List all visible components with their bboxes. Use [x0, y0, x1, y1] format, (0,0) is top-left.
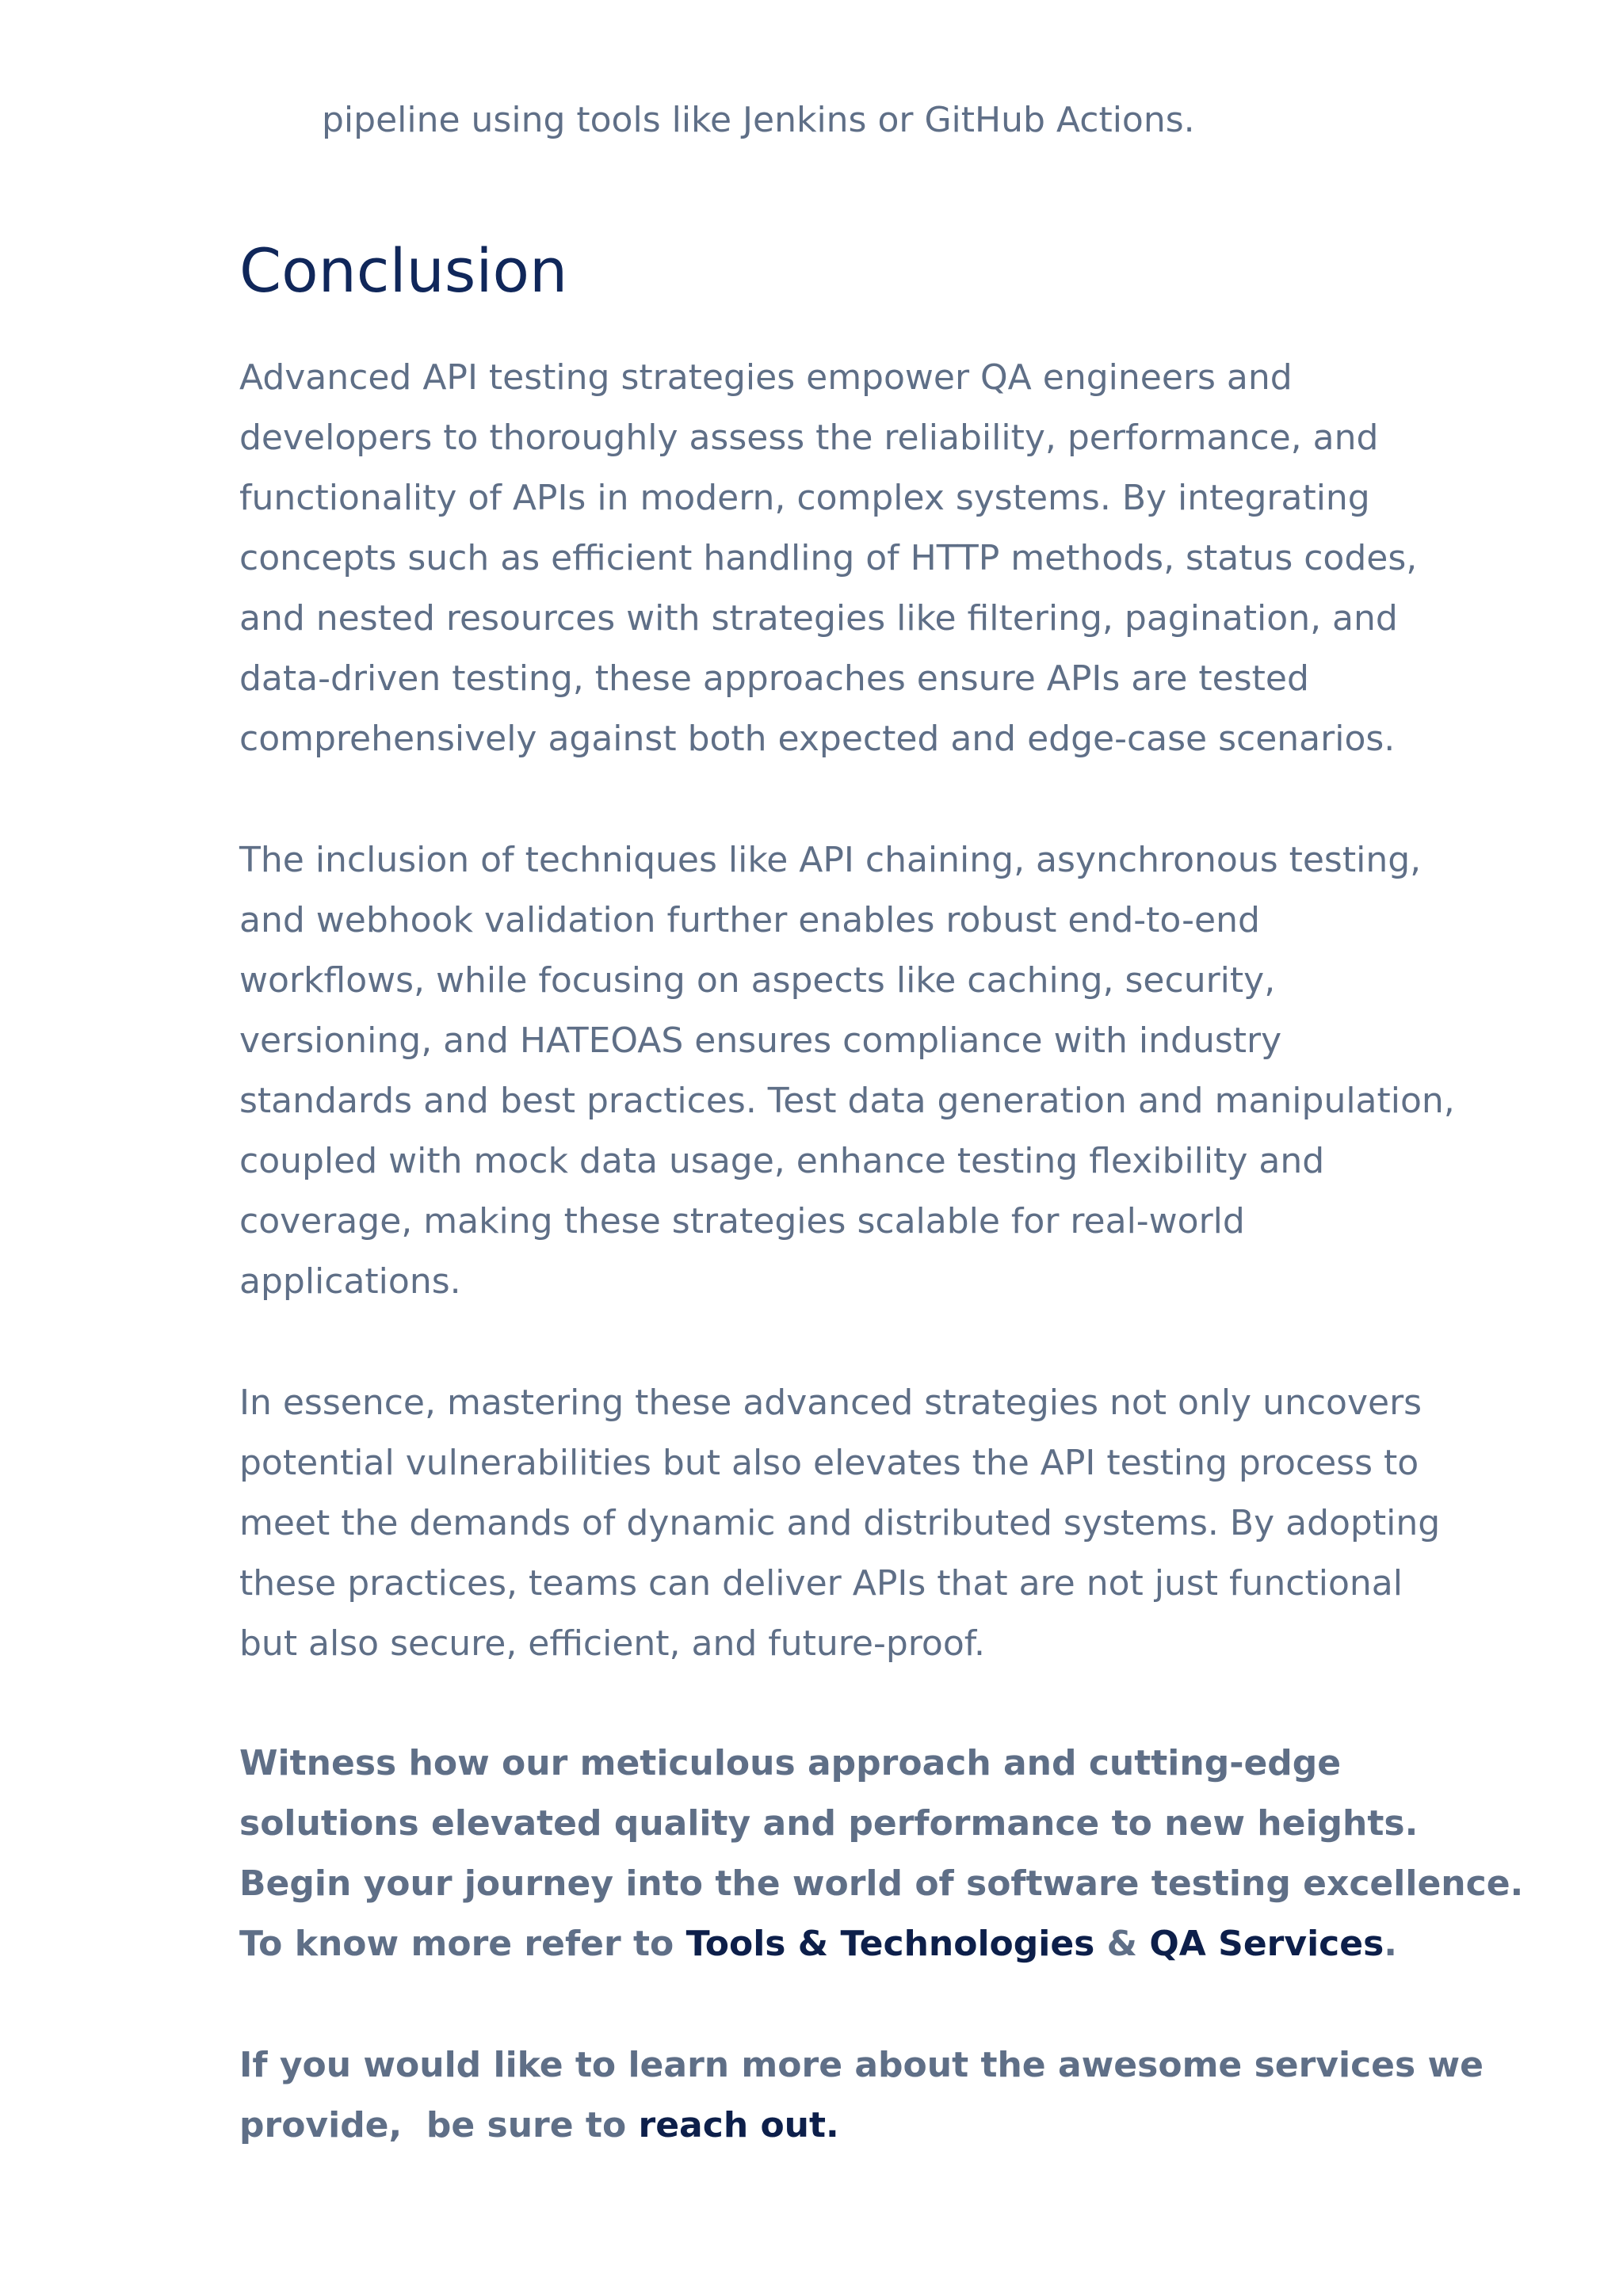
conclusion-heading: Conclusion [239, 235, 568, 306]
cta-suffix: . [826, 2105, 839, 2145]
conclusion-paragraph-3 [239, 1373, 1476, 1674]
cta-line: Witness how our meticulous approach and cutting-edge [239, 1743, 1342, 1783]
paragraph-line: these practices, teams can deliver APIs that are not just functional [239, 1563, 1403, 1604]
paragraph-line: developers to thoroughly assess the reliability, performance, and [239, 418, 1379, 458]
paragraph-line: meet the demands of dynamic and distributed systems. By adopting [239, 1503, 1441, 1543]
qa-services-link[interactable]: QA Services [1149, 1924, 1384, 1964]
paragraph-line: potential vulnerabilities but also elevates the API testing process to [239, 1443, 1419, 1483]
cta-prefix: provide, be sure to [239, 2105, 639, 2145]
cta-prefix: To know more refer to [239, 1924, 686, 1964]
list-item-continuation: pipeline using tools like Jenkins or GitHub Actions. [322, 100, 1195, 140]
paragraph-line: functionality of APIs in modern, complex systems. By integrating [239, 478, 1370, 518]
paragraph-line: Advanced API testing strategies empower QA engineers and [239, 357, 1293, 398]
paragraph-line: comprehensively against both expected and edge-case scenarios. [239, 719, 1396, 759]
cta-line-links [239, 2096, 1476, 2156]
tools-technologies-link[interactable]: Tools & Technologies [685, 1924, 1095, 1964]
conclusion-paragraph-2 [239, 830, 1476, 1312]
paragraph-line: and webhook validation further enables robust end-to-end [239, 900, 1260, 940]
cta-line: If you would like to learn more about the awesome services we [239, 2045, 1484, 2085]
cta-paragraph-contact [239, 2035, 1484, 2156]
paragraph-line: concepts such as efficient handling of HTTP methods, status codes, [239, 538, 1418, 578]
cta-paragraph-services [239, 1733, 1524, 1974]
paragraph-line: In essence, mastering these advanced strategies not only uncovers [239, 1383, 1423, 1423]
cta-suffix: . [1384, 1924, 1397, 1964]
cta-line: Begin your journey into the world of software testing excellence. [239, 1863, 1524, 1904]
cta-between: & [1094, 1924, 1150, 1964]
paragraph-line: standards and best practices. Test data generation and manipulation, [239, 1081, 1455, 1121]
cta-line-links [239, 1914, 1476, 1974]
paragraph-line: coverage, making these strategies scalable for real-world [239, 1201, 1245, 1241]
paragraph-line: applications. [239, 1261, 461, 1302]
paragraph-line: versioning, and HATEOAS ensures compliance with industry [239, 1020, 1282, 1061]
cta-line: solutions elevated quality and performance to new heights. [239, 1803, 1419, 1844]
conclusion-paragraph-1 [239, 348, 1476, 769]
paragraph-line: data-driven testing, these approaches ensure APIs are tested [239, 658, 1309, 699]
paragraph-line: workflows, while focusing on aspects like caching, security, [239, 960, 1276, 1001]
paragraph-line: coupled with mock data usage, enhance testing flexibility and [239, 1141, 1325, 1181]
reach-out-link[interactable]: reach out [638, 2105, 827, 2145]
paragraph-line: but also secure, efficient, and future-proof. [239, 1623, 986, 1664]
paragraph-line: and nested resources with strategies like filtering, pagination, and [239, 598, 1398, 639]
paragraph-line: The inclusion of techniques like API chaining, asynchronous testing, [239, 840, 1422, 880]
